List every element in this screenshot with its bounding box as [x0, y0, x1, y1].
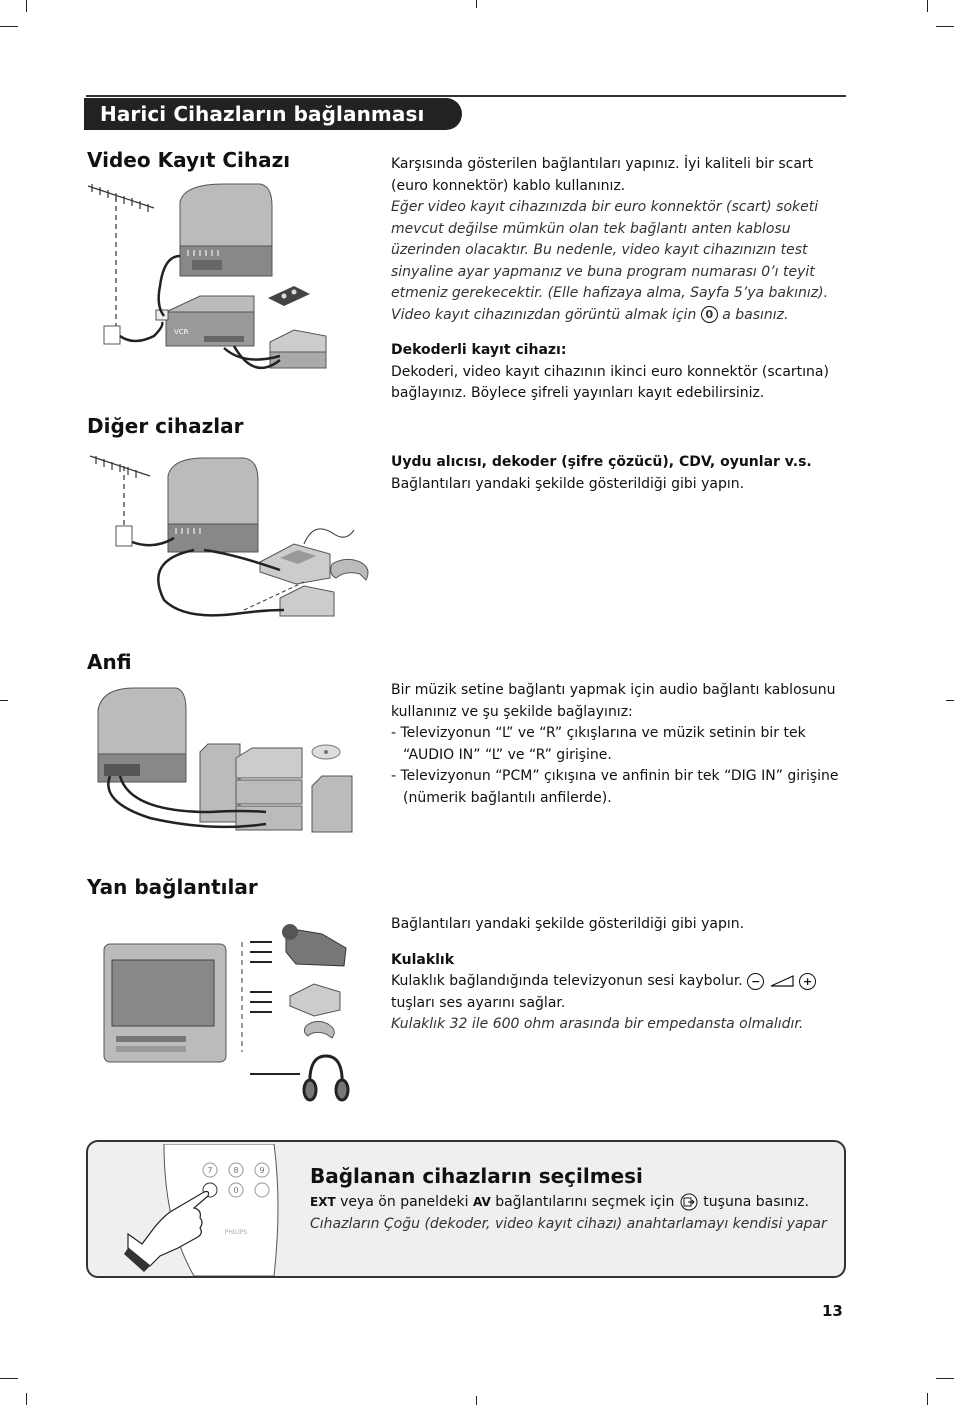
remote-key-0: 0 [233, 1186, 239, 1195]
crop-mark [946, 700, 954, 701]
crop-mark [0, 700, 8, 701]
selection-text-c: tuşuna basınız. [703, 1194, 809, 1210]
remote-key-8: 8 [233, 1166, 239, 1175]
side-connections-illustration [100, 912, 360, 1107]
selection-text [310, 1192, 830, 1235]
amp-text [391, 680, 847, 809]
wall-socket-icon [116, 526, 132, 546]
tv-icon [98, 688, 186, 782]
other-subtitle: Uydu alıcısı, dekoder (şifre çözücü), CDV, oyunlar v.s. [391, 454, 812, 470]
crop-mark [26, 0, 27, 12]
video-text [391, 154, 847, 405]
gamepad-icon [331, 559, 368, 580]
tv-front-icon [104, 944, 226, 1062]
gamepad-icon [304, 1021, 334, 1038]
crop-mark [927, 0, 928, 12]
cassette-icon [268, 286, 310, 306]
av-label: AV [473, 1195, 491, 1209]
video-paragraph-2 [391, 197, 847, 326]
antenna-icon [90, 456, 150, 526]
camcorder-icon [282, 924, 346, 966]
decoder-text: Dekoderi, video kayıt cihazının ikinci euro konnektör (scartına) bağlayınız. Böylece şifreli yayınları kayıt edebilirsiniz. [391, 363, 829, 401]
volume-ramp-icon [769, 974, 795, 988]
crop-mark [0, 26, 18, 27]
tv-icon [168, 458, 258, 552]
amp-bullet-1: - Televizyonun “L” ve “R” çıkışlarına ve müzik setinin bir tek “AUDIO IN” “L” ve “R” girişine. [391, 725, 806, 763]
zero-key-icon: 0 [701, 306, 718, 323]
crop-mark [927, 1393, 928, 1405]
section-title-video: Video Kayıt Cihazı [87, 148, 291, 172]
selection-text-a: veya ön paneldeki [340, 1194, 469, 1210]
decoder-title: Dekoderli kayıt cihazı: [391, 342, 567, 358]
remote-key-7: 7 [207, 1166, 213, 1175]
headphone-title: Kulaklık [391, 951, 455, 968]
source-selection-panel [86, 1140, 846, 1278]
headphone-note: Kulaklık 32 ile 600 ohm arasında bir empedansta olmalıdır. [391, 1016, 804, 1032]
section-title-other: Diğer cihazlar [87, 414, 244, 438]
remote-brand: PHILIPS [224, 1229, 248, 1236]
vcr-label: VCR [174, 328, 189, 336]
side-description: Bağlantıları yandaki şekilde gösterildiği gibi yapın. [391, 916, 745, 932]
other-devices-illustration [84, 450, 384, 625]
other-description: Bağlantıları yandaki şekilde gösterildiği gibi yapın. [391, 475, 745, 492]
selection-title: Bağlanan cihazların seçilmesi [310, 1164, 643, 1188]
selection-instruction [310, 1192, 830, 1214]
vcr-icon [156, 296, 254, 346]
source-key-icon [679, 1193, 699, 1211]
selection-text-b: bağlantılarını seçmek için [495, 1194, 675, 1210]
crop-mark [476, 0, 477, 8]
headphone-text-a: Kulaklık bağlandığında televizyonun sesi kaybolur. [391, 973, 743, 989]
decoder-icon [280, 586, 334, 616]
headphone-text-b: tuşları ses ayarını sağlar. [391, 994, 566, 1011]
other-text [391, 452, 847, 495]
video-paragraph-2b: a basınız. [722, 306, 789, 323]
section-title-amp: Anfi [87, 650, 132, 674]
amplifier-illustration [90, 682, 370, 852]
volume-minus-icon: − [747, 973, 764, 990]
page-title: Harici Cihazların bağlanması [84, 98, 462, 130]
cd-icon [312, 745, 340, 759]
crop-mark [26, 1393, 27, 1405]
crop-mark [0, 1378, 18, 1379]
video-paragraph-1: Karşısında gösterilen bağlantıları yapınız. İyi kaliteli bir scart (euro konnektör) kablo kullanınız. [391, 156, 814, 194]
headphone-text [391, 971, 847, 1014]
game-console-icon [290, 984, 340, 1016]
stereo-unit-icon [236, 748, 302, 830]
antenna-icon [88, 184, 154, 336]
remote-hand-illustration [124, 1144, 284, 1276]
amp-intro: Bir müzik setine bağlantı yapmak için audio bağlantı kablosunu kullanınız ve şu şekilde bağlayınız: [391, 682, 836, 720]
volume-plus-icon: + [799, 973, 816, 990]
vcr-connection-illustration [84, 176, 334, 388]
selection-note: Cıhazların Çoğu (dekoder, video kayıt cihazı) anahtarlamayı kendisi yapar [310, 1215, 827, 1232]
crop-mark [936, 1378, 954, 1379]
side-text [391, 914, 847, 1036]
ext-label: EXT [310, 1195, 336, 1209]
header-rule [86, 95, 846, 97]
speaker-right-icon [312, 776, 352, 832]
headphones-icon [304, 1056, 348, 1100]
crop-mark [936, 26, 954, 27]
tv-icon [180, 184, 272, 276]
wall-socket-icon [104, 326, 120, 344]
amp-bullet-2: - Televizyonun “PCM” çıkışına ve anfinin bir tek “DIG IN” girişine (nümerik bağlantılı anfilerde). [391, 768, 839, 806]
game-console-icon [260, 544, 330, 584]
page-number: 13 [822, 1302, 843, 1320]
remote-key-9: 9 [259, 1166, 265, 1175]
crop-mark [476, 1396, 477, 1405]
section-title-side: Yan bağlantılar [87, 875, 258, 899]
video-paragraph-2a: Eğer video kayıt cihazınızda bir euro konnektör (scart) soketi mevcut değilse mümkün olan tek bağlantı anten kablosu üzerinden olacaktır. Bu nedenle, video kayıt cihazınızın test sinyaline ayar yapmanız ve buna program numarası 0’ı teyit etmeniz gerekecektir. (Elle hafizaya alma, Sayfa 5’ya bakınız). Video kayıt cihazınızdan görüntü almak için [391, 199, 829, 323]
